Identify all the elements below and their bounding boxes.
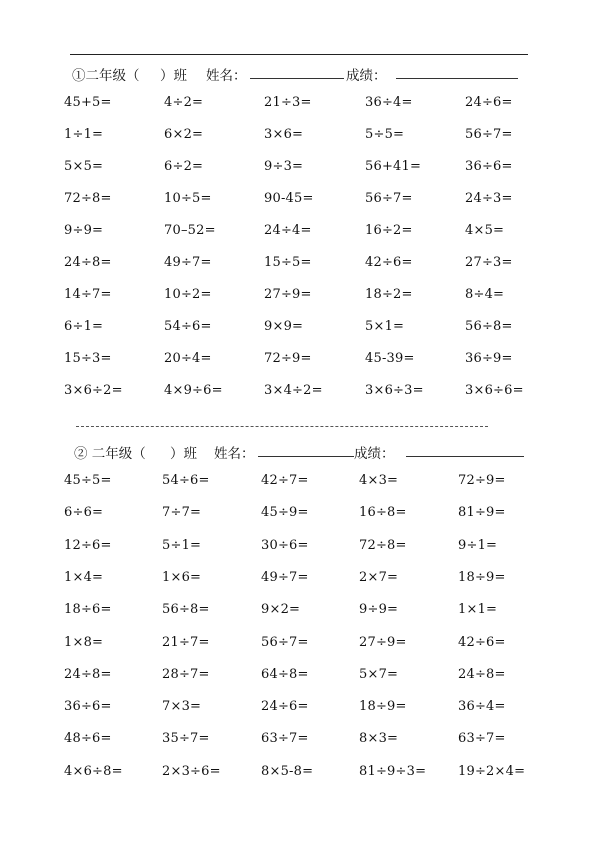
problem-row	[64, 538, 564, 558]
problem-cell: 5×5=	[64, 159, 104, 174]
problem-cell: 6÷6=	[64, 505, 104, 521]
problem-cell: 27÷9=	[264, 287, 312, 302]
problem-cell: 24÷3=	[465, 191, 513, 206]
problem-cell: 5÷1=	[162, 537, 202, 553]
top-rule	[70, 54, 528, 55]
problem-cell: 36÷9=	[465, 351, 513, 366]
problem-cell: 35÷7=	[162, 731, 210, 747]
problem-cell: 9×9=	[264, 319, 304, 334]
problem-cell: 1×6=	[162, 569, 202, 585]
sheet2-header	[74, 442, 544, 462]
problem-cell: 2×7=	[359, 569, 399, 585]
problem-cell: 3×4÷2=	[264, 383, 323, 398]
problem-row	[64, 602, 564, 622]
problem-cell: 42÷7=	[261, 473, 309, 488]
sheet2-name-label: 姓名：	[214, 446, 255, 462]
problem-cell: 3×6÷6=	[465, 383, 524, 398]
sheet1-header	[72, 64, 542, 84]
problem-cell: 27÷3=	[465, 255, 513, 270]
problem-cell: 56+41=	[365, 159, 422, 174]
problem-cell: 72÷8=	[64, 191, 112, 206]
problem-cell: 5×7=	[359, 666, 399, 682]
sheet1-name-label: 姓名：	[206, 68, 247, 84]
problem-cell: 4÷2=	[164, 95, 204, 110]
cut-line	[76, 426, 488, 427]
problem-cell: 10÷2=	[164, 287, 212, 302]
problem-cell: 24÷8=	[64, 255, 112, 270]
problem-cell: 18÷9=	[359, 699, 407, 715]
problem-cell: 9×2=	[261, 602, 301, 618]
problem-row	[64, 764, 564, 784]
problem-cell: 72÷9=	[458, 473, 506, 488]
problem-cell: 4×9÷6=	[164, 383, 223, 398]
problem-cell: 42÷6=	[458, 634, 506, 650]
problem-row	[64, 319, 564, 339]
problem-cell: 63÷7=	[458, 731, 506, 747]
problem-row	[64, 667, 564, 687]
problem-row	[64, 351, 564, 371]
problem-cell: 18÷2=	[365, 287, 413, 302]
problem-row	[64, 127, 564, 147]
problem-cell: 1×4=	[64, 569, 104, 585]
problem-cell: 56÷8=	[465, 319, 513, 334]
problem-cell: 49÷7=	[261, 569, 309, 585]
problem-cell: 16÷2=	[365, 223, 413, 238]
sheet2-score-blank[interactable]	[406, 456, 524, 457]
problem-cell: 36÷6=	[64, 699, 112, 715]
problem-cell: 21÷7=	[162, 634, 210, 650]
problem-cell: 30÷6=	[261, 537, 309, 553]
problem-cell: 1×1=	[458, 602, 498, 618]
sheet2-name-blank[interactable]	[258, 456, 354, 457]
problem-row	[64, 95, 564, 115]
problem-cell: 24÷4=	[264, 223, 312, 238]
problem-cell: 36÷4=	[458, 699, 506, 715]
problem-row	[64, 635, 564, 655]
problem-cell: 48÷6=	[64, 731, 112, 747]
problem-cell: 24÷8=	[64, 666, 112, 682]
problem-cell: 3×6÷2=	[64, 383, 123, 398]
problem-row	[64, 191, 564, 211]
problem-cell: 27÷9=	[359, 634, 407, 650]
problem-row	[64, 699, 564, 719]
problem-cell: 4×6÷8=	[64, 763, 123, 779]
problem-cell: 24÷6=	[261, 699, 309, 715]
sheet1-score-blank[interactable]	[396, 78, 518, 79]
problem-cell: 54÷6=	[164, 319, 212, 334]
problem-cell: 21÷3=	[264, 95, 312, 110]
problem-cell: 6×2=	[164, 127, 204, 142]
problem-cell: 45÷9=	[261, 505, 309, 521]
problem-cell: 4×5=	[465, 223, 505, 238]
problem-cell: 1÷1=	[64, 127, 104, 142]
sheet2-class-label: ）班	[170, 446, 197, 462]
problem-row	[64, 383, 564, 403]
problem-cell: 10÷5=	[164, 191, 212, 206]
problem-cell: 3×6=	[264, 127, 304, 142]
problem-cell: 24÷8=	[458, 666, 506, 682]
problem-cell: 18÷9=	[458, 569, 506, 585]
problem-cell: 16÷8=	[359, 505, 407, 521]
problem-row	[64, 159, 564, 179]
sheet2-score-label: 成绩：	[354, 446, 395, 462]
problem-cell: 45+5=	[64, 95, 112, 110]
problem-cell: 90-45=	[264, 191, 314, 206]
problem-cell: 15÷5=	[264, 255, 312, 270]
problem-cell: 49÷7=	[164, 255, 212, 270]
problem-cell: 20÷4=	[164, 351, 212, 366]
problem-cell: 1×8=	[64, 634, 104, 650]
problem-row	[64, 505, 564, 525]
problem-cell: 5÷5=	[365, 127, 405, 142]
problem-row	[64, 223, 564, 243]
problem-cell: 64÷8=	[261, 666, 309, 682]
problem-cell: 72÷9=	[264, 351, 312, 366]
sheet2-grade-label: ② 二年级（	[74, 446, 146, 462]
problem-row	[64, 731, 564, 751]
problem-cell: 56÷8=	[162, 602, 210, 618]
problem-cell: 81÷9=	[458, 505, 506, 521]
problem-cell: 7÷7=	[162, 505, 202, 521]
problem-cell: 9÷3=	[264, 159, 304, 174]
problem-cell: 7×3=	[162, 699, 202, 715]
problem-cell: 70–52=	[164, 223, 216, 238]
problem-cell: 4×3=	[359, 473, 399, 488]
problem-cell: 8÷4=	[465, 287, 505, 302]
problem-cell: 9÷1=	[458, 537, 498, 553]
problem-row	[64, 473, 564, 493]
problem-cell: 24÷6=	[465, 95, 513, 110]
problem-cell: 6÷2=	[164, 159, 204, 174]
problem-cell: 56÷7=	[465, 127, 513, 142]
sheet1-score-label: 成绩：	[346, 68, 387, 84]
problem-cell: 8×3=	[359, 731, 399, 747]
problem-cell: 5×1=	[365, 319, 405, 334]
problem-row	[64, 255, 564, 275]
problem-cell: 54÷6=	[162, 473, 210, 488]
problem-cell: 19÷2×4=	[458, 763, 526, 779]
problem-cell: 36÷6=	[465, 159, 513, 174]
problem-cell: 14÷7=	[64, 287, 112, 302]
problem-cell: 45÷5=	[64, 473, 112, 488]
problem-cell: 18÷6=	[64, 602, 112, 618]
problem-cell: 72÷8=	[359, 537, 407, 553]
problem-cell: 8×5-8=	[261, 763, 314, 779]
problem-cell: 12÷6=	[64, 537, 112, 553]
problem-row	[64, 570, 564, 590]
problem-cell: 15÷3=	[64, 351, 112, 366]
problem-cell: 36÷4=	[365, 95, 413, 110]
problem-cell: 9÷9=	[64, 223, 104, 238]
sheet1-name-blank[interactable]	[250, 78, 344, 79]
sheet1-grade-label: ①二年级（	[72, 68, 140, 84]
problem-cell: 3×6÷3=	[365, 383, 424, 398]
problem-cell: 2×3÷6=	[162, 763, 221, 779]
problem-row	[64, 287, 564, 307]
problem-cell: 63÷7=	[261, 731, 309, 747]
problem-cell: 56÷7=	[261, 634, 309, 650]
problem-cell: 56÷7=	[365, 191, 413, 206]
sheet1-class-label: ）班	[160, 68, 187, 84]
problem-cell: 6÷1=	[64, 319, 104, 334]
problem-cell: 9÷9=	[359, 602, 399, 618]
problem-cell: 81÷9÷3=	[359, 763, 427, 779]
problem-cell: 42÷6=	[365, 255, 413, 270]
problem-cell: 28÷7=	[162, 666, 210, 682]
problem-cell: 45-39=	[365, 351, 415, 366]
